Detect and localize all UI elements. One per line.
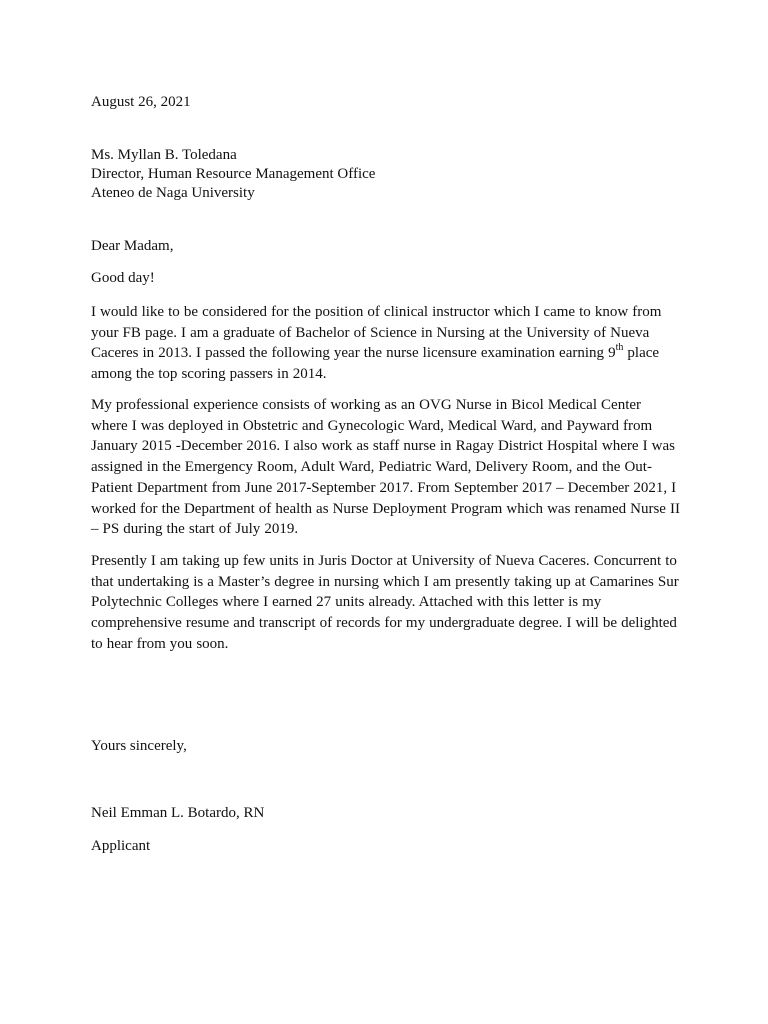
signatory-role: Applicant (91, 838, 151, 854)
paragraph-professional-experience (91, 395, 691, 540)
paragraph-line: My professional experience consists of working as an OVG Nurse in Bicol Medical Center (91, 397, 642, 413)
paragraph-line: your FB page. I am a graduate of Bachelor of Science in Nursing at the University of Nueva (91, 324, 650, 341)
complimentary-closing: Yours sincerely, (91, 738, 187, 754)
paragraph-line: among the top scoring passers in 2014. (91, 366, 327, 383)
recipient-title: Director, Human Resource Management Office (91, 166, 376, 182)
paragraph-line: I would like to be considered for the position of clinical instructor which I came to know from (91, 304, 662, 320)
ordinal-trailing-text: place (623, 345, 660, 362)
paragraph-line: Patient Department from June 2017-September 2017. From September 2017 – December 2021, I (91, 479, 677, 496)
paragraph-line: Polytechnic Colleges where I earned 27 units already. Attached with this letter is my (91, 594, 602, 611)
ordinal-text: Caceres in 2013. I passed the following year the nurse licensure examination earning 9 (91, 345, 616, 362)
paragraph-line: – PS during the start of July 2019. (91, 521, 299, 538)
paragraph-line: January 2015 -December 2016. I also work as staff nurse in Ragay District Hospital where I was (91, 438, 675, 455)
paragraph-line-with-ordinal (91, 343, 691, 364)
signatory-name: Neil Emman L. Botardo, RN (91, 805, 265, 821)
paragraph-line: worked for the Department of health as Nurse Deployment Program which was renamed Nurse II (91, 500, 681, 517)
recipient-organization: Ateneo de Naga University (91, 185, 255, 201)
paragraph-education (91, 551, 691, 655)
ordinal-suffix: th (615, 342, 624, 354)
recipient-address-block (91, 145, 691, 202)
salutation: Dear Madam, (91, 238, 174, 254)
letter-date: August 26, 2021 (91, 94, 191, 110)
paragraph-line: to hear from you soon. (91, 635, 229, 652)
paragraph-line: assigned in the Emergency Room, Adult Ward, Pediatric Ward, Delivery Room, and the Out- (91, 459, 652, 476)
paragraph-position-interest (91, 302, 691, 385)
recipient-name: Ms. Myllan B. Toledana (91, 147, 237, 163)
greeting: Good day! (91, 270, 155, 286)
paragraph-line: where I was deployed in Obstetric and Gynecologic Ward, Medical Ward, and Payward from (91, 417, 653, 434)
paragraph-line: that undertaking is a Master’s degree in nursing which I am presently taking up at Camarines Sur (91, 573, 679, 590)
paragraph-line: comprehensive resume and transcript of records for my undergraduate degree. I will be delighted (91, 615, 677, 632)
paragraph-line: Presently I am taking up few units in Juris Doctor at University of Nueva Caceres. Concurrent to (91, 553, 677, 569)
